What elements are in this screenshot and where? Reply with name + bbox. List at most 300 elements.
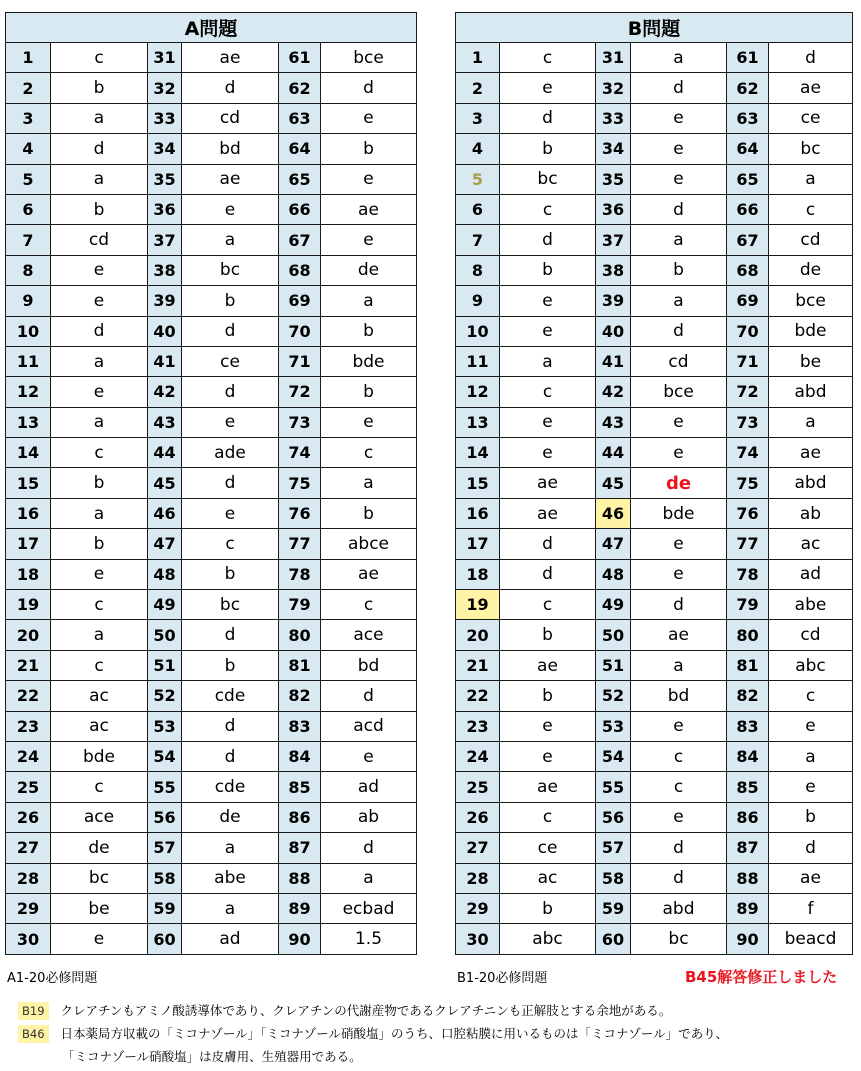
question-number: 77 [279,529,321,559]
question-number: 74 [279,438,321,468]
table-row [6,164,417,194]
answer-cell: ab [321,802,417,832]
question-number: 4 [6,134,51,164]
table-row [6,741,417,771]
answer-cell: ab [769,498,853,528]
table-row [6,377,417,407]
answer-cell: b [321,316,417,346]
question-number: 41 [148,346,182,376]
answer-cell: b [51,468,148,498]
table-row [6,255,417,285]
table-row [456,650,853,680]
question-number: 64 [727,134,769,164]
question-number: 38 [596,255,631,285]
b-required-note: B1-20必修問題 [457,971,548,986]
answer-cell: cd [631,346,727,376]
question-number: 61 [279,43,321,73]
answer-cell: d [631,833,727,863]
answer-cell: a [51,346,148,376]
question-number: 26 [456,802,500,832]
answer-cell: ad [769,559,853,589]
answer-cell: bc [182,590,279,620]
answer-cell: d [500,225,596,255]
question-number: 21 [6,650,51,680]
answer-cell: abc [769,650,853,680]
answer-cell: bce [321,43,417,73]
question-number: 53 [596,711,631,741]
question-number: 38 [148,255,182,285]
answer-cell: abe [182,863,279,893]
question-number: 12 [6,377,51,407]
question-number: 50 [596,620,631,650]
table-row [6,103,417,133]
answer-cell: ae [182,164,279,194]
question-number: 75 [279,468,321,498]
question-number: 41 [596,346,631,376]
question-number: 37 [148,225,182,255]
answer-cell: d [631,590,727,620]
table-row [456,529,853,559]
question-number: 7 [6,225,51,255]
answer-cell: ae [769,73,853,103]
answer-cell: de [182,802,279,832]
answer-cell: d [182,377,279,407]
question-number: 15 [6,468,51,498]
answer-cell: bde [631,498,727,528]
answer-cell: d [769,43,853,73]
answer-cell: c [321,590,417,620]
table-row [6,893,417,923]
answer-cell: d [321,833,417,863]
answer-cell: c [500,377,596,407]
answer-cell: bce [631,377,727,407]
answer-cell: a [182,893,279,923]
question-number: 84 [279,741,321,771]
question-number: 88 [279,863,321,893]
question-number: 47 [596,529,631,559]
answer-cell: e [182,498,279,528]
question-number: 59 [148,893,182,923]
table-row [456,559,853,589]
answer-cell: bd [182,134,279,164]
question-number: 69 [727,286,769,316]
answer-cell: ae [321,194,417,224]
question-number: 25 [456,772,500,802]
answer-cell: bc [500,164,596,194]
answer-cell: b [51,529,148,559]
answer-cell: cd [182,103,279,133]
question-number: 30 [6,924,51,954]
answer-cell: b [182,559,279,589]
answer-cell: b [500,681,596,711]
question-number: 48 [596,559,631,589]
question-number: 42 [596,377,631,407]
question-number: 70 [279,316,321,346]
question-number: 11 [456,346,500,376]
table-row [6,802,417,832]
answer-cell: ae [500,498,596,528]
table-row [456,43,853,73]
question-number: 58 [148,863,182,893]
question-number: 56 [596,802,631,832]
answer-cell: e [321,103,417,133]
question-number: 78 [727,559,769,589]
question-number: 16 [6,498,51,528]
question-number: 10 [6,316,51,346]
answer-cell: ae [769,863,853,893]
question-number: 45 [148,468,182,498]
question-number: 14 [6,438,51,468]
answer-cell: e [182,194,279,224]
answer-cell: a [51,103,148,133]
question-number: 12 [456,377,500,407]
table-row [6,681,417,711]
answer-cell: e [51,377,148,407]
answer-cell: bc [631,924,727,954]
question-number: 72 [279,377,321,407]
question-number: 51 [596,650,631,680]
answer-cell: d [182,620,279,650]
question-number: 36 [596,194,631,224]
answer-cell: bc [182,255,279,285]
question-number: 27 [6,833,51,863]
answer-cell: e [321,164,417,194]
table-row [456,225,853,255]
table-row [6,620,417,650]
table-row [456,134,853,164]
question-number: 67 [727,225,769,255]
question-number: 63 [727,103,769,133]
answer-cell: e [631,103,727,133]
table-row [456,194,853,224]
answer-cell: a [769,741,853,771]
answer-cell: d [769,833,853,863]
question-number: 76 [279,498,321,528]
remark-text: 「ミコナゾール硝酸塩」は皮膚用、生殖器用である。 [62,1049,362,1064]
question-number: 60 [148,924,182,954]
answer-cell: bc [769,134,853,164]
question-number: 13 [6,407,51,437]
question-number: 74 [727,438,769,468]
question-number: 4 [456,134,500,164]
answer-cell: ce [182,346,279,376]
table-row [6,286,417,316]
answer-cell: a [321,468,417,498]
answer-cell: ac [51,711,148,741]
answer-cell: cde [182,681,279,711]
question-number: 52 [148,681,182,711]
question-number: 81 [727,650,769,680]
answer-cell: e [500,73,596,103]
answer-cell: cd [51,225,148,255]
answer-cell: b [500,134,596,164]
question-number: 3 [456,103,500,133]
answer-cell: c [500,802,596,832]
question-number: 22 [456,681,500,711]
answer-cell: c [182,529,279,559]
answer-cell: d [51,316,148,346]
answer-cell: bd [321,650,417,680]
answer-cell: e [321,407,417,437]
answer-cell: beacd [769,924,853,954]
question-number: 61 [727,43,769,73]
question-number: 9 [6,286,51,316]
question-number: 89 [727,893,769,923]
table-row [456,863,853,893]
table-row [456,286,853,316]
question-number: 8 [6,255,51,285]
question-number: 44 [596,438,631,468]
question-number: 53 [148,711,182,741]
question-number: 47 [148,529,182,559]
answer-cell: c [51,772,148,802]
table-b-body [456,43,853,955]
answer-cell: e [500,316,596,346]
question-number: 72 [727,377,769,407]
question-number: 2 [456,73,500,103]
answer-cell: d [500,103,596,133]
question-number: 20 [6,620,51,650]
question-number: 19 [6,590,51,620]
question-number: 1 [456,43,500,73]
question-number: 75 [727,468,769,498]
question-number: 46 [596,498,631,528]
question-number: 1 [6,43,51,73]
table-row [6,73,417,103]
table-row [6,711,417,741]
answer-cell: c [321,438,417,468]
question-number: 43 [596,407,631,437]
table-b-title: B問題 [456,13,853,43]
table-row [6,316,417,346]
table-row [6,529,417,559]
question-number: 9 [456,286,500,316]
question-number: 79 [727,590,769,620]
question-number: 67 [279,225,321,255]
answer-cell: a [182,225,279,255]
question-number: 3 [6,103,51,133]
question-number: 50 [148,620,182,650]
question-number: 65 [727,164,769,194]
remark-b19 [18,1000,671,1022]
question-number: 26 [6,802,51,832]
answer-cell: ad [321,772,417,802]
question-number: 57 [148,833,182,863]
answer-cell: bc [51,863,148,893]
remark-b46 [18,1023,728,1045]
question-number: 57 [596,833,631,863]
table-row [6,438,417,468]
question-number: 81 [279,650,321,680]
table-row [456,772,853,802]
answer-cell: ace [321,620,417,650]
answer-cell: e [631,134,727,164]
answer-cell: ae [631,620,727,650]
question-number: 82 [727,681,769,711]
question-number: 87 [727,833,769,863]
question-number: 42 [148,377,182,407]
table-row [456,681,853,711]
answer-cell: abce [321,529,417,559]
answer-cell: bd [631,681,727,711]
answer-cell: de [769,255,853,285]
table-row [456,924,853,954]
table-row [456,590,853,620]
question-number: 77 [727,529,769,559]
answer-cell: d [182,316,279,346]
answer-cell: de [51,833,148,863]
question-number: 52 [596,681,631,711]
question-number: 34 [148,134,182,164]
answer-cell: b [321,498,417,528]
question-number: 80 [727,620,769,650]
question-number: 85 [279,772,321,802]
answer-cell: be [769,346,853,376]
answer-cell: de [631,468,727,498]
answer-cell: e [631,164,727,194]
table-row [456,103,853,133]
answer-cell: e [631,559,727,589]
answer-cell: ae [500,772,596,802]
question-number: 19 [456,590,500,620]
answer-cell: ce [500,833,596,863]
answer-cell: b [500,893,596,923]
question-number: 46 [148,498,182,528]
table-row [6,225,417,255]
remark-text: クレアチンもアミノ酸誘導体であり、クレアチンの代謝産物であるクレアチニンも正解肢とする余地がある。 [60,1003,672,1018]
answer-cell: ae [500,650,596,680]
question-number: 31 [148,43,182,73]
question-number: 78 [279,559,321,589]
answer-cell: acd [321,711,417,741]
answer-cell: b [182,286,279,316]
answer-cell: e [51,255,148,285]
question-number: 5 [456,164,500,194]
question-number: 21 [456,650,500,680]
answer-cell: a [500,346,596,376]
question-number: 40 [148,316,182,346]
table-row [456,438,853,468]
answer-cell: e [500,286,596,316]
answer-cell: c [500,43,596,73]
question-number: 48 [148,559,182,589]
question-number: 89 [279,893,321,923]
answer-cell: a [321,863,417,893]
question-number: 35 [148,164,182,194]
answer-cell: a [631,286,727,316]
answer-cell: abe [769,590,853,620]
answer-cell: bce [769,286,853,316]
table-row [456,468,853,498]
question-number: 73 [279,407,321,437]
question-number: 33 [596,103,631,133]
answer-cell: ae [769,438,853,468]
question-number: 85 [727,772,769,802]
answer-cell: b [182,650,279,680]
table-row [6,43,417,73]
answer-cell: e [631,711,727,741]
answer-cell: c [631,741,727,771]
table-a-title: A問題 [6,13,417,43]
question-number: 24 [456,741,500,771]
answer-cell: b [321,377,417,407]
question-number: 33 [148,103,182,133]
table-row [6,346,417,376]
question-number: 90 [279,924,321,954]
table-row [456,741,853,771]
question-number: 54 [596,741,631,771]
table-row [456,73,853,103]
question-number: 13 [456,407,500,437]
question-number: 25 [6,772,51,802]
table-row [456,255,853,285]
question-number: 71 [279,346,321,376]
question-number: 82 [279,681,321,711]
table-row [456,346,853,376]
answer-cell: cd [769,225,853,255]
answer-cell: abd [631,893,727,923]
answer-cell: a [51,620,148,650]
question-number: 68 [279,255,321,285]
answer-cell: e [500,438,596,468]
question-number: 86 [279,802,321,832]
table-row [456,833,853,863]
answer-cell: e [500,407,596,437]
table-row [6,559,417,589]
answer-cell: c [51,43,148,73]
question-number: 23 [6,711,51,741]
question-number: 39 [148,286,182,316]
remark-tag: B46 [18,1025,49,1043]
question-number: 32 [148,73,182,103]
table-row [6,650,417,680]
question-number: 32 [596,73,631,103]
answer-cell: e [769,711,853,741]
question-number: 31 [596,43,631,73]
question-number: 7 [456,225,500,255]
answer-cell: ae [321,559,417,589]
answer-cell: d [631,863,727,893]
a-required-note: A1-20必修問題 [7,971,98,986]
answer-cell: d [631,73,727,103]
remark-tag: B19 [18,1002,49,1020]
table-row [456,498,853,528]
answer-cell: e [51,924,148,954]
answer-cell: ac [51,681,148,711]
answer-cell: d [182,73,279,103]
question-number: 68 [727,255,769,285]
remark-text: 日本薬局方収載の「ミコナゾール」「ミコナゾール硝酸塩」のうち、口腔粘膜に用いるものは「ミコナゾール」であり、 [60,1026,729,1041]
answer-cell: ae [182,43,279,73]
question-number: 88 [727,863,769,893]
table-row [6,833,417,863]
answer-cell: a [51,498,148,528]
answer-cell: cd [769,620,853,650]
question-number: 79 [279,590,321,620]
answer-cell: b [631,255,727,285]
answer-cell: d [631,194,727,224]
table-row [456,893,853,923]
table-row [456,316,853,346]
table-row [456,711,853,741]
answer-cell: d [500,529,596,559]
answer-cell: f [769,893,853,923]
answer-cell: a [51,164,148,194]
question-number: 18 [6,559,51,589]
answer-cell: a [631,43,727,73]
answer-cell: e [631,529,727,559]
question-number: 55 [148,772,182,802]
